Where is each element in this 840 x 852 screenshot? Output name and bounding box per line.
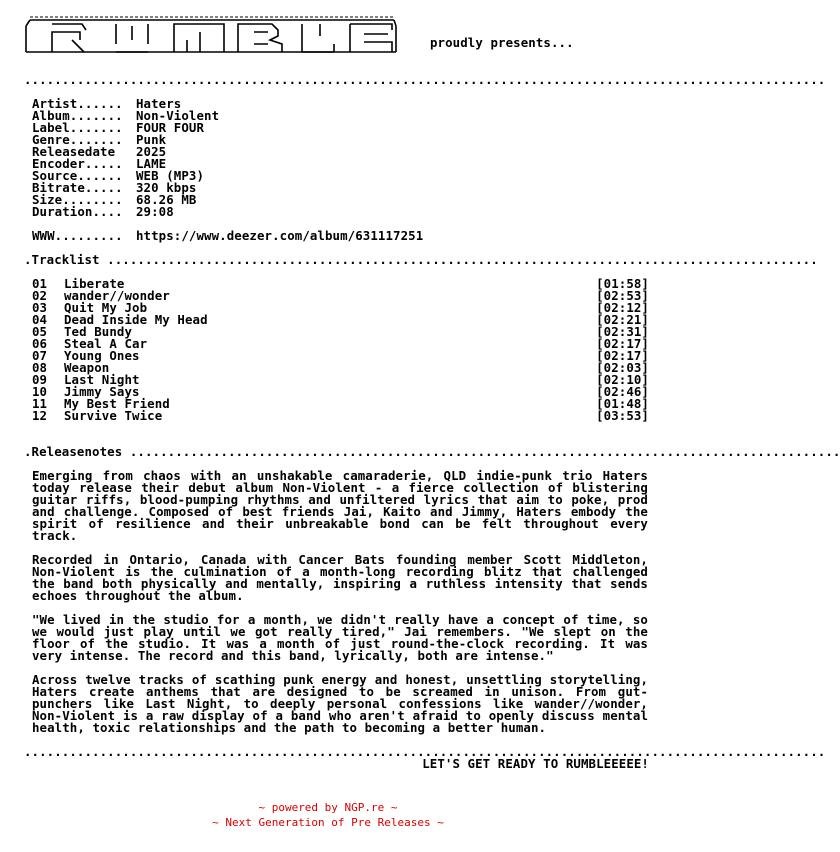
track-duration: [02:46] [596, 384, 649, 399]
info-value: 29:08 [136, 204, 174, 219]
track-duration: [02:21] [596, 312, 649, 327]
info-value: WEB (MP3) [136, 168, 205, 183]
track-title: Ted Bundy [64, 324, 133, 339]
divider: .......................................................................................................... [24, 744, 826, 759]
track-title: Dead Inside My Head [64, 312, 208, 327]
info-key: Releasedate [32, 144, 116, 159]
track-number: 11 [32, 396, 48, 411]
releasenotes-paragraph: Across twelve tracks of scathing punk energy and honest, unsettling storytelling, Haters create anthems that are designed to be screamed in unison. From gut-punchers like Last Night, to deeply personal confessions like wander//wonder, Non-Violent is a raw display of a band who aren't afraid to openly discuss mental health, toxic relationships and the path to becoming a better human. [32, 672, 648, 735]
info-value: 320 kbps [136, 180, 197, 195]
footer [0, 800, 656, 830]
releasenotes-heading: .Releasenotes .............................................................................................. [24, 444, 840, 459]
releasenotes-paragraph: Emerging from chaos with an unshakable camaraderie, QLD indie-punk trio Haters today release their debut album Non-Violent - a fierce collection of blistering guitar riffs, blood-pumping rhythms and unfiltered lyrics that aim to poke, prod and challenge. Composed of best friends Jai, Kaito and Jimmy, Haters embody the spirit of resilience and their unbreakable bond can be felt throughout every track. [32, 468, 648, 543]
info-key: Duration.... [32, 204, 123, 219]
track-number: 10 [32, 384, 48, 399]
nfo-document [24, 14, 840, 771]
info-value: 68.26 MB [136, 192, 197, 207]
www-url[interactable]: https://www.deezer.com/album/631117251 [136, 228, 424, 243]
info-key: Encoder..... [32, 156, 123, 171]
releasenotes [24, 470, 648, 734]
info-key: Genre....... [32, 132, 123, 147]
www-line [24, 230, 649, 242]
info-value: Non-Violent [136, 108, 220, 123]
presents-text: proudly presents... [430, 35, 574, 50]
track-row [24, 350, 649, 362]
track-number: 01 [32, 276, 48, 291]
footer-powered-by[interactable]: ~ powered by NGP.re ~ [258, 801, 398, 814]
track-number: 07 [32, 348, 48, 363]
track-title: Liberate [64, 276, 125, 291]
releasenotes-paragraph: "We lived in the studio for a month, we didn't really have a concept of time, so we would just play until we got really tired," Jai remembers. "We slept on the floor of the studio. It was a month of just round-the-clock recording. It was very intense. The record and this band, lyrically, both are intense." [32, 612, 648, 663]
info-key: Bitrate..... [32, 180, 123, 195]
info-value: FOUR FOUR [136, 120, 205, 135]
info-key: Size........ [32, 192, 123, 207]
info-value: LAME [136, 156, 167, 171]
track-title: Young Ones [64, 348, 140, 363]
track-row [24, 410, 649, 422]
info-row [24, 206, 649, 218]
track-title: Survive Twice [64, 408, 163, 423]
track-duration: [02:12] [596, 300, 649, 315]
tracklist [24, 278, 649, 422]
info-value: Haters [136, 96, 182, 111]
track-duration: [02:17] [596, 336, 649, 351]
track-duration: [03:53] [596, 408, 649, 423]
info-value: Punk [136, 132, 167, 147]
track-duration: [02:17] [596, 348, 649, 363]
info-key: Label....... [32, 120, 123, 135]
track-number: 06 [32, 336, 48, 351]
track-number: 05 [32, 324, 48, 339]
track-duration: [01:58] [596, 276, 649, 291]
track-title: My Best Friend [64, 396, 170, 411]
info-value: 2025 [136, 144, 167, 159]
info-row [24, 134, 649, 146]
track-duration: [02:31] [596, 324, 649, 339]
info-key: Artist...... [32, 96, 123, 111]
releasenotes-paragraph: Recorded in Ontario, Canada with Cancer Bats founding member Scott Middleton, Non-Violent is the culmination of a month-long recording blitz that challenged the band both physically and mentally, inspiring a ruthless intensity that sends echoes throughout the album. [32, 552, 648, 603]
track-title: wander//wonder [64, 288, 170, 303]
header [24, 14, 649, 62]
www-key: WWW......... [32, 228, 123, 243]
track-title: Jimmy Says [64, 384, 140, 399]
track-title: Last Night [64, 372, 140, 387]
info-key: Source...... [32, 168, 123, 183]
tracklist-heading: .Tracklist .............................................................................................. [24, 252, 818, 267]
track-duration: [02:10] [596, 372, 649, 387]
banner-text: LET'S GET READY TO RUMBLEEEEE! [422, 756, 649, 771]
track-number: 12 [32, 408, 48, 423]
release-info [24, 98, 649, 218]
divider: .......................................................................................................... [24, 72, 826, 87]
track-number: 08 [32, 360, 48, 375]
track-number: 02 [32, 288, 48, 303]
track-number: 03 [32, 300, 48, 315]
info-key: Album....... [32, 108, 123, 123]
track-number: 04 [32, 312, 48, 327]
track-duration: [02:53] [596, 288, 649, 303]
track-duration: [02:03] [596, 360, 649, 375]
track-number: 09 [32, 372, 48, 387]
rumble-logo [24, 14, 399, 58]
footer-tagline: ~ Next Generation of Pre Releases ~ [212, 816, 444, 829]
track-title: Steal A Car [64, 336, 148, 351]
track-title: Weapon [64, 360, 110, 375]
track-duration: [01:48] [596, 396, 649, 411]
track-title: Quit My Job [64, 300, 148, 315]
